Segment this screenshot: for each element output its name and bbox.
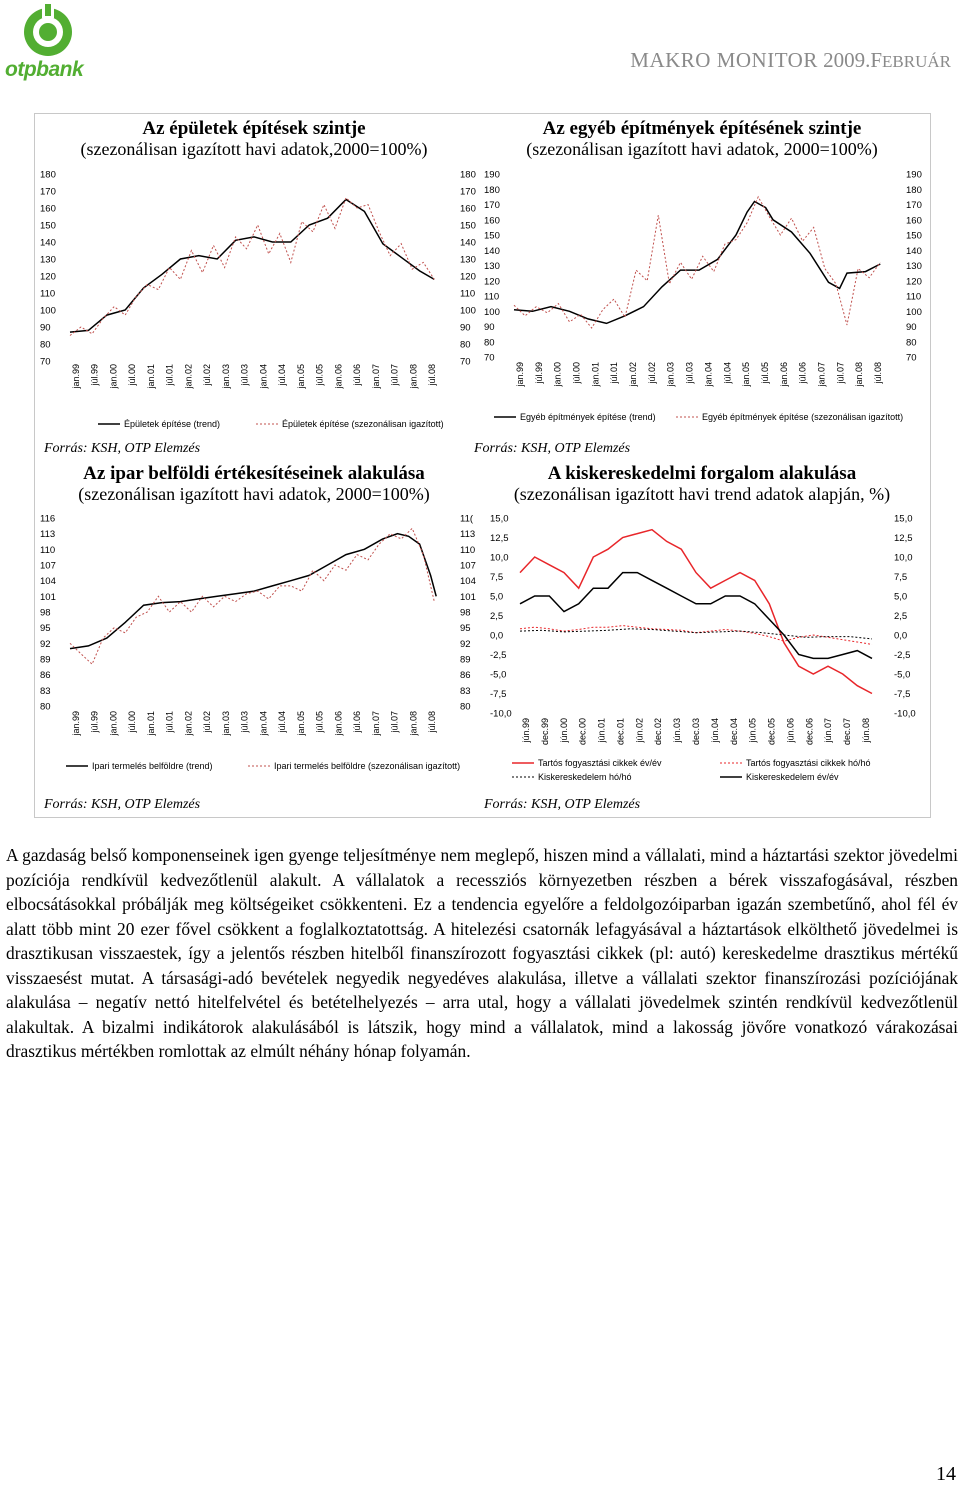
x-tick-label: jan.01	[145, 711, 156, 736]
x-tick-label: dec.04	[728, 718, 739, 746]
y-tick-label-left: -7,5	[490, 689, 507, 700]
y-tick-label-left: 100	[40, 305, 56, 317]
y-tick-label-right: 110	[460, 544, 476, 556]
y-tick-label-right: 11(	[460, 513, 474, 525]
x-tick-label: dec.02	[653, 718, 664, 746]
x-tick-label: júl.02	[646, 362, 657, 384]
x-tick-label: jan.99	[71, 711, 81, 736]
y-tick-label-right: 140	[460, 237, 476, 249]
y-tick-label-left: 116	[40, 513, 56, 525]
x-tick-label: jan.02	[183, 364, 194, 389]
x-tick-label: jan.05	[295, 711, 306, 736]
chart-3-industry-domestic-sales	[36, 508, 476, 798]
chart-3-title-block	[36, 463, 472, 505]
y-tick-label-left: 10,0	[490, 552, 509, 564]
legend-label-4: Kiskereskedelem év/év	[746, 772, 839, 782]
x-tick-label: jan.08	[854, 362, 865, 387]
y-tick-label-left: 160	[484, 215, 500, 227]
x-tick-label: jan.06	[333, 364, 344, 389]
y-tick-label-right: 0,0	[894, 630, 908, 642]
x-tick-label: dec.05	[766, 718, 777, 746]
y-tick-label-left: 130	[40, 254, 56, 266]
publication-name: MAKRO MONITOR	[630, 48, 818, 72]
x-tick-label: júl.06	[352, 711, 363, 733]
y-tick-label-right: -2,5	[894, 650, 911, 661]
publication-month-rest: EBRUÁR	[882, 52, 951, 71]
y-tick-label-left: 0,0	[490, 630, 504, 642]
publication-header	[630, 48, 951, 73]
y-tick-label-right: -10,0	[894, 708, 916, 720]
legend-label-1: Épületek építése (trend)	[124, 419, 221, 429]
x-tick-label: júl.06	[352, 364, 363, 386]
y-tick-label-left: 110	[40, 288, 56, 300]
x-tick-label: júl.03	[239, 711, 250, 733]
y-tick-label-right: 100	[906, 306, 922, 318]
legend-label-2: Épületek építése (szezonálisan igazított)	[282, 419, 444, 429]
x-tick-label: júl.06	[797, 362, 808, 384]
y-tick-label-right: 180	[460, 169, 476, 181]
x-tick-label: jún.99	[521, 718, 531, 743]
y-tick-label-right: 98	[460, 607, 471, 619]
y-tick-label-right: 120	[460, 271, 476, 283]
x-tick-label: jan.01	[145, 364, 156, 389]
y-tick-label-right: 180	[906, 184, 922, 196]
y-tick-label-left: 90	[484, 322, 495, 333]
y-tick-label-left: 100	[484, 306, 500, 318]
x-tick-label: júl.05	[314, 364, 325, 386]
y-tick-label-left: 170	[484, 200, 500, 211]
legend-label-3: Kiskereskedelem hó/hó	[538, 772, 632, 782]
y-tick-label-left: 120	[40, 271, 56, 283]
series-line-1	[70, 534, 436, 649]
y-tick-label-left: 5,0	[490, 591, 504, 603]
y-tick-label-left: 113	[40, 529, 56, 541]
chart-4-title-block	[474, 463, 930, 505]
x-tick-label: júl.04	[722, 362, 733, 384]
x-tick-label: jan.99	[515, 362, 525, 387]
x-tick-label: jún.05	[747, 718, 758, 743]
otp-logo-text: otpbank	[5, 58, 84, 81]
chart-3-source: Forrás: KSH, OTP Elemzés	[44, 797, 201, 812]
chart-2-other-structures	[476, 164, 928, 434]
x-tick-label: júl.04	[277, 711, 288, 733]
series-line-1	[520, 530, 872, 694]
y-tick-label-left: 180	[484, 184, 500, 196]
y-tick-label-left: 180	[40, 169, 56, 181]
x-tick-label: júl.05	[759, 362, 770, 384]
y-tick-label-right: 90	[460, 322, 471, 334]
x-tick-label: jún.06	[785, 718, 796, 743]
otp-logo-icon	[6, 4, 96, 64]
y-tick-label-left: 7,5	[490, 572, 504, 583]
y-tick-label-left: 98	[40, 607, 51, 619]
y-tick-label-right: 70	[460, 356, 471, 368]
y-tick-label-right: 190	[906, 169, 922, 181]
y-tick-label-right: 150	[460, 220, 476, 232]
y-tick-label-right: 160	[460, 203, 476, 215]
x-tick-label: júl.08	[427, 711, 437, 733]
x-tick-label: júl.02	[202, 364, 213, 386]
legend-label-1: Tartós fogyasztási cikkek év/év	[538, 758, 662, 768]
x-tick-label: júl.02	[202, 711, 213, 733]
y-tick-label-right: 92	[460, 638, 471, 650]
chart-2-title-block	[474, 118, 930, 160]
y-tick-label-right: 107	[460, 560, 476, 572]
publication-year: 2009.	[823, 48, 871, 72]
y-tick-label-left: 70	[484, 352, 495, 364]
x-tick-label: jún.07	[823, 718, 834, 743]
series-line-2	[520, 626, 872, 645]
series-line-2	[70, 528, 434, 664]
x-tick-label: jan.00	[108, 711, 119, 736]
x-tick-label: dec.99	[539, 718, 550, 746]
x-tick-label: júl.03	[239, 364, 250, 386]
x-tick-label: jan.03	[665, 362, 676, 387]
chart-2-source: Forrás: KSH, OTP Elemzés	[474, 441, 631, 456]
y-tick-label-right: 12,5	[894, 533, 913, 544]
x-tick-label: jan.05	[741, 362, 752, 387]
y-tick-label-left: 90	[40, 322, 51, 334]
series-line-4	[520, 573, 872, 659]
chart-1-buildings	[36, 164, 476, 434]
x-tick-label: jan.99	[71, 364, 81, 389]
y-tick-label-left: 15,0	[490, 513, 509, 525]
y-tick-label-left: -2,5	[490, 650, 507, 661]
legend-label-2: Ipari termelés belföldre (szezonálisan igazított)	[274, 761, 461, 771]
x-tick-label: dec.01	[615, 718, 626, 746]
x-tick-label: jan.07	[370, 364, 381, 389]
y-tick-label-left: 101	[40, 591, 56, 603]
x-tick-label: jan.00	[108, 364, 119, 389]
x-tick-label: júl.07	[389, 711, 400, 733]
x-tick-label: jan.08	[408, 364, 419, 389]
x-tick-label: jan.02	[183, 711, 194, 736]
y-tick-label-right: 70	[906, 352, 917, 364]
x-tick-label: jan.03	[220, 711, 231, 736]
x-tick-label: jún.00	[558, 718, 569, 743]
y-tick-label-right: 5,0	[894, 591, 908, 603]
y-tick-label-right: 170	[906, 200, 922, 211]
x-tick-label: júl.99	[89, 711, 100, 733]
y-tick-label-left: 104	[40, 576, 56, 588]
y-tick-label-left: 2,5	[490, 611, 504, 622]
x-tick-label: jan.02	[628, 362, 639, 387]
x-tick-label: jan.06	[778, 362, 789, 387]
y-tick-label-left: 150	[484, 230, 500, 242]
y-tick-label-right: 15,0	[894, 513, 913, 525]
x-tick-label: jan.05	[295, 364, 306, 389]
x-tick-label: júl.00	[127, 711, 138, 733]
y-tick-label-left: -10,0	[490, 708, 512, 720]
y-tick-label-left: 110	[484, 291, 500, 303]
y-tick-label-right: 130	[906, 261, 922, 272]
y-tick-label-right: 110	[460, 288, 476, 300]
x-tick-label: júl.99	[89, 364, 100, 386]
y-tick-label-right: -5,0	[894, 669, 911, 681]
y-tick-label-left: 170	[40, 186, 56, 198]
legend-label-2: Egyéb építmények építése (szezonálisan igazított)	[702, 412, 904, 422]
body-paragraph: A gazdaság belső komponenseinek igen gyenge teljesítménye nem meglepő, hiszen mind a vállalati, mind a háztartási szektor jövedelmi pozíciója rendkívül kedvezőtlenül alakult. A vállalatok a recessziós környezetben részben a bérek visszafogásával, részben elbocsátásokkal próbálják meg költségeiket csökkenteni. Ez a tendencia egyelőre a feldolgozóiparban igazán szembetűnő, ahol fél év alatt több mint 20 ezer fővel csökkent a foglalkoztatottság. A hitelezési csatornák lefagyásával a háztartások elkölthető jövedelmei is drasztikusan visszaestek, így a jelentős részben hitelből finanszírozott fogyasztási cikkek (pl: autó) kereskedelme drasztikus mértékű visszaesést mutat. A társasági-adó bevételek negyedik negyedéves alakulása, illetve a vállalati szektor finanszírozási pozíciójának alakulása – negatív nettó hitelfelvétel és betételhelyezés – arra utal, hogy a vállalati jövedelmek szintén rendkívül kedvezőtlenül alakultak. A bizalmi indikátorok alakulásából is látszik, hogy mind a vállalatok, mind a lakosság jövőre vonatkozó várakozásai drasztikus mértékben romlottak az elmúlt néhány hónap folyamán.	[6, 845, 958, 1061]
x-tick-label: júl.00	[571, 362, 582, 384]
x-tick-label: jún.03	[672, 718, 683, 743]
legend-label-1: Egyéb építmények építése (trend)	[520, 412, 656, 422]
y-tick-label-right: 80	[460, 339, 471, 351]
y-tick-label-right: 130	[460, 254, 476, 266]
chart-2-title: Az egyéb építmények építésének szintje	[542, 118, 862, 139]
x-tick-label: júl.08	[873, 362, 883, 384]
x-tick-label: júl.05	[314, 711, 325, 733]
x-tick-label: jún.08	[861, 718, 871, 743]
legend-label-2: Tartós fogyasztási cikkek hó/hó	[746, 758, 871, 768]
y-tick-label-right: 83	[460, 685, 471, 697]
x-tick-label: jan.04	[258, 711, 269, 736]
y-tick-label-left: 190	[484, 169, 500, 181]
chart-2-subtitle: (szezonálisan igazított havi adatok, 2000=100%)	[526, 139, 878, 159]
y-tick-label-left: 70	[40, 356, 51, 368]
y-tick-label-right: 150	[906, 230, 922, 242]
chart-4-source: Forrás: KSH, OTP Elemzés	[484, 797, 641, 812]
series-line-1	[70, 200, 434, 333]
y-tick-label-right: 140	[906, 245, 922, 257]
chart-1-title-block	[36, 118, 472, 160]
chart-4-retail-trade	[476, 508, 928, 798]
x-tick-label: júl.03	[684, 362, 695, 384]
x-tick-label: júl.01	[164, 711, 175, 733]
x-tick-label: júl.01	[164, 364, 175, 386]
x-tick-label: jún.02	[634, 718, 645, 743]
x-tick-label: júl.07	[389, 364, 400, 386]
chart-1-source: Forrás: KSH, OTP Elemzés	[44, 441, 201, 456]
x-tick-label: jan.07	[816, 362, 827, 387]
x-tick-label: júl.01	[609, 362, 620, 384]
series-line-2	[70, 198, 434, 336]
x-tick-label: jan.06	[333, 711, 344, 736]
x-tick-label: jan.07	[370, 711, 381, 736]
y-tick-label-right: 95	[460, 623, 471, 635]
y-tick-label-left: 120	[484, 276, 500, 288]
y-tick-label-right: 80	[460, 701, 471, 713]
x-tick-label: dec.03	[691, 718, 701, 746]
legend-label-1: Ipari termelés belföldre (trend)	[92, 761, 213, 771]
y-tick-label-right: 110	[906, 291, 922, 303]
y-tick-label-left: -5,0	[490, 669, 507, 681]
y-tick-label-left: 95	[40, 623, 51, 635]
y-tick-label-left: 140	[40, 237, 56, 249]
y-tick-label-left: 89	[40, 654, 51, 666]
y-tick-label-left: 150	[40, 220, 56, 232]
x-tick-label: júl.07	[835, 362, 846, 384]
y-tick-label-left: 80	[484, 337, 495, 349]
x-tick-label: dec.00	[577, 718, 588, 746]
x-tick-label: jan.08	[408, 711, 419, 736]
x-tick-label: jan.01	[590, 362, 601, 387]
y-tick-label-left: 12,5	[490, 533, 509, 544]
y-tick-label-left: 86	[40, 670, 51, 682]
y-tick-label-right: 10,0	[894, 552, 913, 564]
publication-month-initial: F	[870, 48, 883, 72]
page-number: 14	[936, 1463, 956, 1485]
y-tick-label-right: 104	[460, 576, 476, 588]
y-tick-label-left: 140	[484, 245, 500, 257]
chart-3-subtitle: (szezonálisan igazított havi adatok, 2000=100%)	[78, 484, 430, 504]
x-tick-label: dec.06	[804, 718, 815, 746]
x-tick-label: dec.07	[842, 718, 853, 746]
chart-1-title: Az épületek építések szintje	[142, 118, 366, 139]
y-tick-label-left: 83	[40, 685, 51, 697]
y-tick-label-right: 7,5	[894, 572, 908, 583]
x-tick-label: júl.99	[533, 362, 544, 384]
chart-1-subtitle: (szezonálisan igazított havi adatok,2000=100%)	[80, 139, 428, 159]
y-tick-label-right: 89	[460, 654, 471, 666]
y-tick-label-right: 101	[460, 591, 476, 603]
y-tick-label-left: 110	[40, 544, 56, 556]
series-line-1	[514, 202, 880, 324]
y-tick-label-left: 160	[40, 203, 56, 215]
series-line-2	[514, 197, 880, 328]
y-tick-label-right: 90	[906, 322, 917, 333]
y-tick-label-left: 130	[484, 261, 500, 272]
x-tick-label: jan.03	[220, 364, 231, 389]
x-tick-label: jan.00	[552, 362, 563, 387]
y-tick-label-right: 100	[460, 305, 476, 317]
y-tick-label-left: 92	[40, 638, 51, 650]
y-tick-label-right: 160	[906, 215, 922, 227]
y-tick-label-left: 80	[40, 701, 51, 713]
x-tick-label: júl.04	[277, 364, 288, 386]
x-tick-label: júl.00	[127, 364, 138, 386]
x-tick-label: jan.04	[258, 364, 269, 389]
y-tick-label-left: 80	[40, 339, 51, 351]
x-tick-label: jan.04	[703, 362, 714, 387]
y-tick-label-right: 170	[460, 186, 476, 198]
y-tick-label-right: -7,5	[894, 689, 911, 700]
chart-3-title: Az ipar belföldi értékesítéseinek alakulása	[83, 463, 425, 484]
chart-4-title: A kiskereskedelmi forgalom alakulása	[547, 463, 857, 484]
y-tick-label-left: 107	[40, 560, 56, 572]
y-tick-label-right: 113	[460, 529, 476, 541]
x-tick-label: jún.01	[596, 718, 607, 743]
y-tick-label-right: 120	[906, 276, 922, 288]
x-tick-label: jún.04	[709, 718, 720, 743]
chart-4-subtitle: (szezonálisan igazított havi trend adatok alapján, %)	[513, 484, 891, 504]
x-tick-label: júl.08	[427, 364, 437, 386]
y-tick-label-right: 80	[906, 337, 917, 349]
y-tick-label-right: 2,5	[894, 611, 908, 622]
y-tick-label-right: 86	[460, 670, 471, 682]
